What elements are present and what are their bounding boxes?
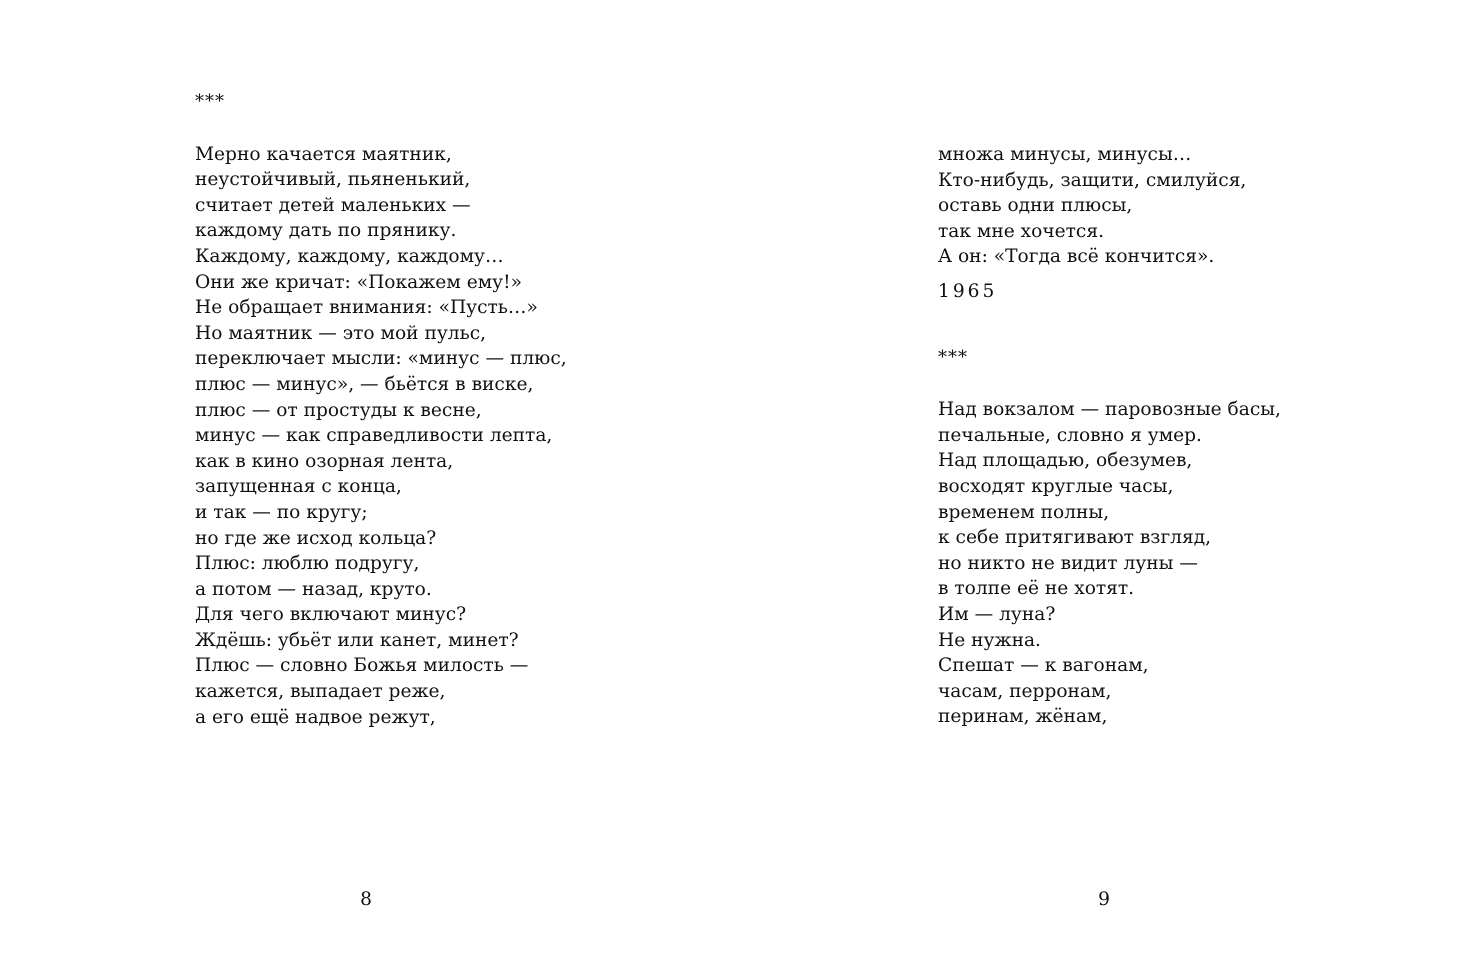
poem-separator: *** <box>938 346 968 368</box>
poem-continuation <box>938 142 1281 270</box>
poem-line: как в кино озорная лента, <box>195 450 454 472</box>
poem-line: Над площадью, обезумев, <box>938 450 1193 472</box>
page-number: 8 <box>360 889 372 910</box>
poem-line: а потом — назад, круто. <box>195 578 432 600</box>
left-poem <box>195 89 567 730</box>
poem-line: множа минусы, минусы… <box>938 144 1192 165</box>
poem-body <box>938 397 1281 730</box>
left-page <box>0 0 735 957</box>
poem-line: так мне хочется. <box>938 220 1104 242</box>
poem-line: и так — по кругу; <box>195 501 368 523</box>
poem-line: временем полны, <box>938 501 1110 523</box>
poem-line: Не нужна. <box>938 629 1041 651</box>
poem-separator: *** <box>195 91 225 112</box>
poem-line: плюс — от простуды к весне, <box>195 399 482 421</box>
right-poems <box>938 142 1281 730</box>
poem-line: Кто-нибудь, защити, смилуйся, <box>938 169 1247 191</box>
poem-line: но никто не видит луны — <box>938 552 1198 574</box>
poem-line: часам, перронам, <box>938 680 1112 702</box>
right-page <box>735 0 1471 957</box>
poem-line: Они же кричат: «Покажем ему!» <box>195 271 522 293</box>
poem-line: плюс — минус», — бьётся в виске, <box>195 373 534 395</box>
poem-line: Для чего включают минус? <box>195 604 467 626</box>
poem-line: Мерно качается маятник, <box>195 143 452 165</box>
poem-line: Им — луна? <box>938 603 1056 625</box>
poem-line: Ждёшь: убьёт или канет, минет? <box>195 629 519 651</box>
poem-line: неустойчивый, пьяненький, <box>195 169 471 191</box>
poem-line: Плюс: люблю подругу, <box>195 553 420 575</box>
poem-line: но где же исход кольца? <box>195 527 437 549</box>
poem-line: каждому дать по прянику. <box>195 220 457 242</box>
poem-line: а его ещё надвое режут, <box>195 706 436 728</box>
poem-line: кажется, выпадает реже, <box>195 681 446 703</box>
poem-line: к себе притягивают взгляд, <box>938 527 1212 549</box>
poem-line: Спешат — к вагонам, <box>938 655 1149 677</box>
poem-line: оставь одни плюсы, <box>938 195 1133 217</box>
poem-line: переключает мысли: «минус — плюс, <box>195 348 567 370</box>
poem-line: Не обращает внимания: «Пусть…» <box>195 297 538 319</box>
poem-line: А он: «Тогда всё кончится». <box>938 246 1215 268</box>
poem-line: Но маятник — это мой пульс, <box>195 322 487 344</box>
poem-line: перинам, жёнам, <box>938 706 1108 728</box>
poem-date: 1965 <box>938 280 998 302</box>
poem-line: печальные, словно я умер. <box>938 424 1202 446</box>
poem-line: Плюс — словно Божья милость — <box>195 655 529 677</box>
poem-line: восходят круглые часы, <box>938 475 1174 497</box>
poem-body <box>195 142 567 731</box>
page-number: 9 <box>1098 889 1110 910</box>
poem-line: минус — как справедливости лепта, <box>195 425 553 447</box>
poem-line: в толпе её не хотят. <box>938 578 1135 600</box>
poem-line: считает детей маленьких — <box>195 194 471 216</box>
poem-line: Над вокзалом — паровозные басы, <box>938 399 1281 421</box>
poem-line: запущенная с конца, <box>195 476 402 498</box>
poem-line: Каждому, каждому, каждому… <box>195 245 504 267</box>
